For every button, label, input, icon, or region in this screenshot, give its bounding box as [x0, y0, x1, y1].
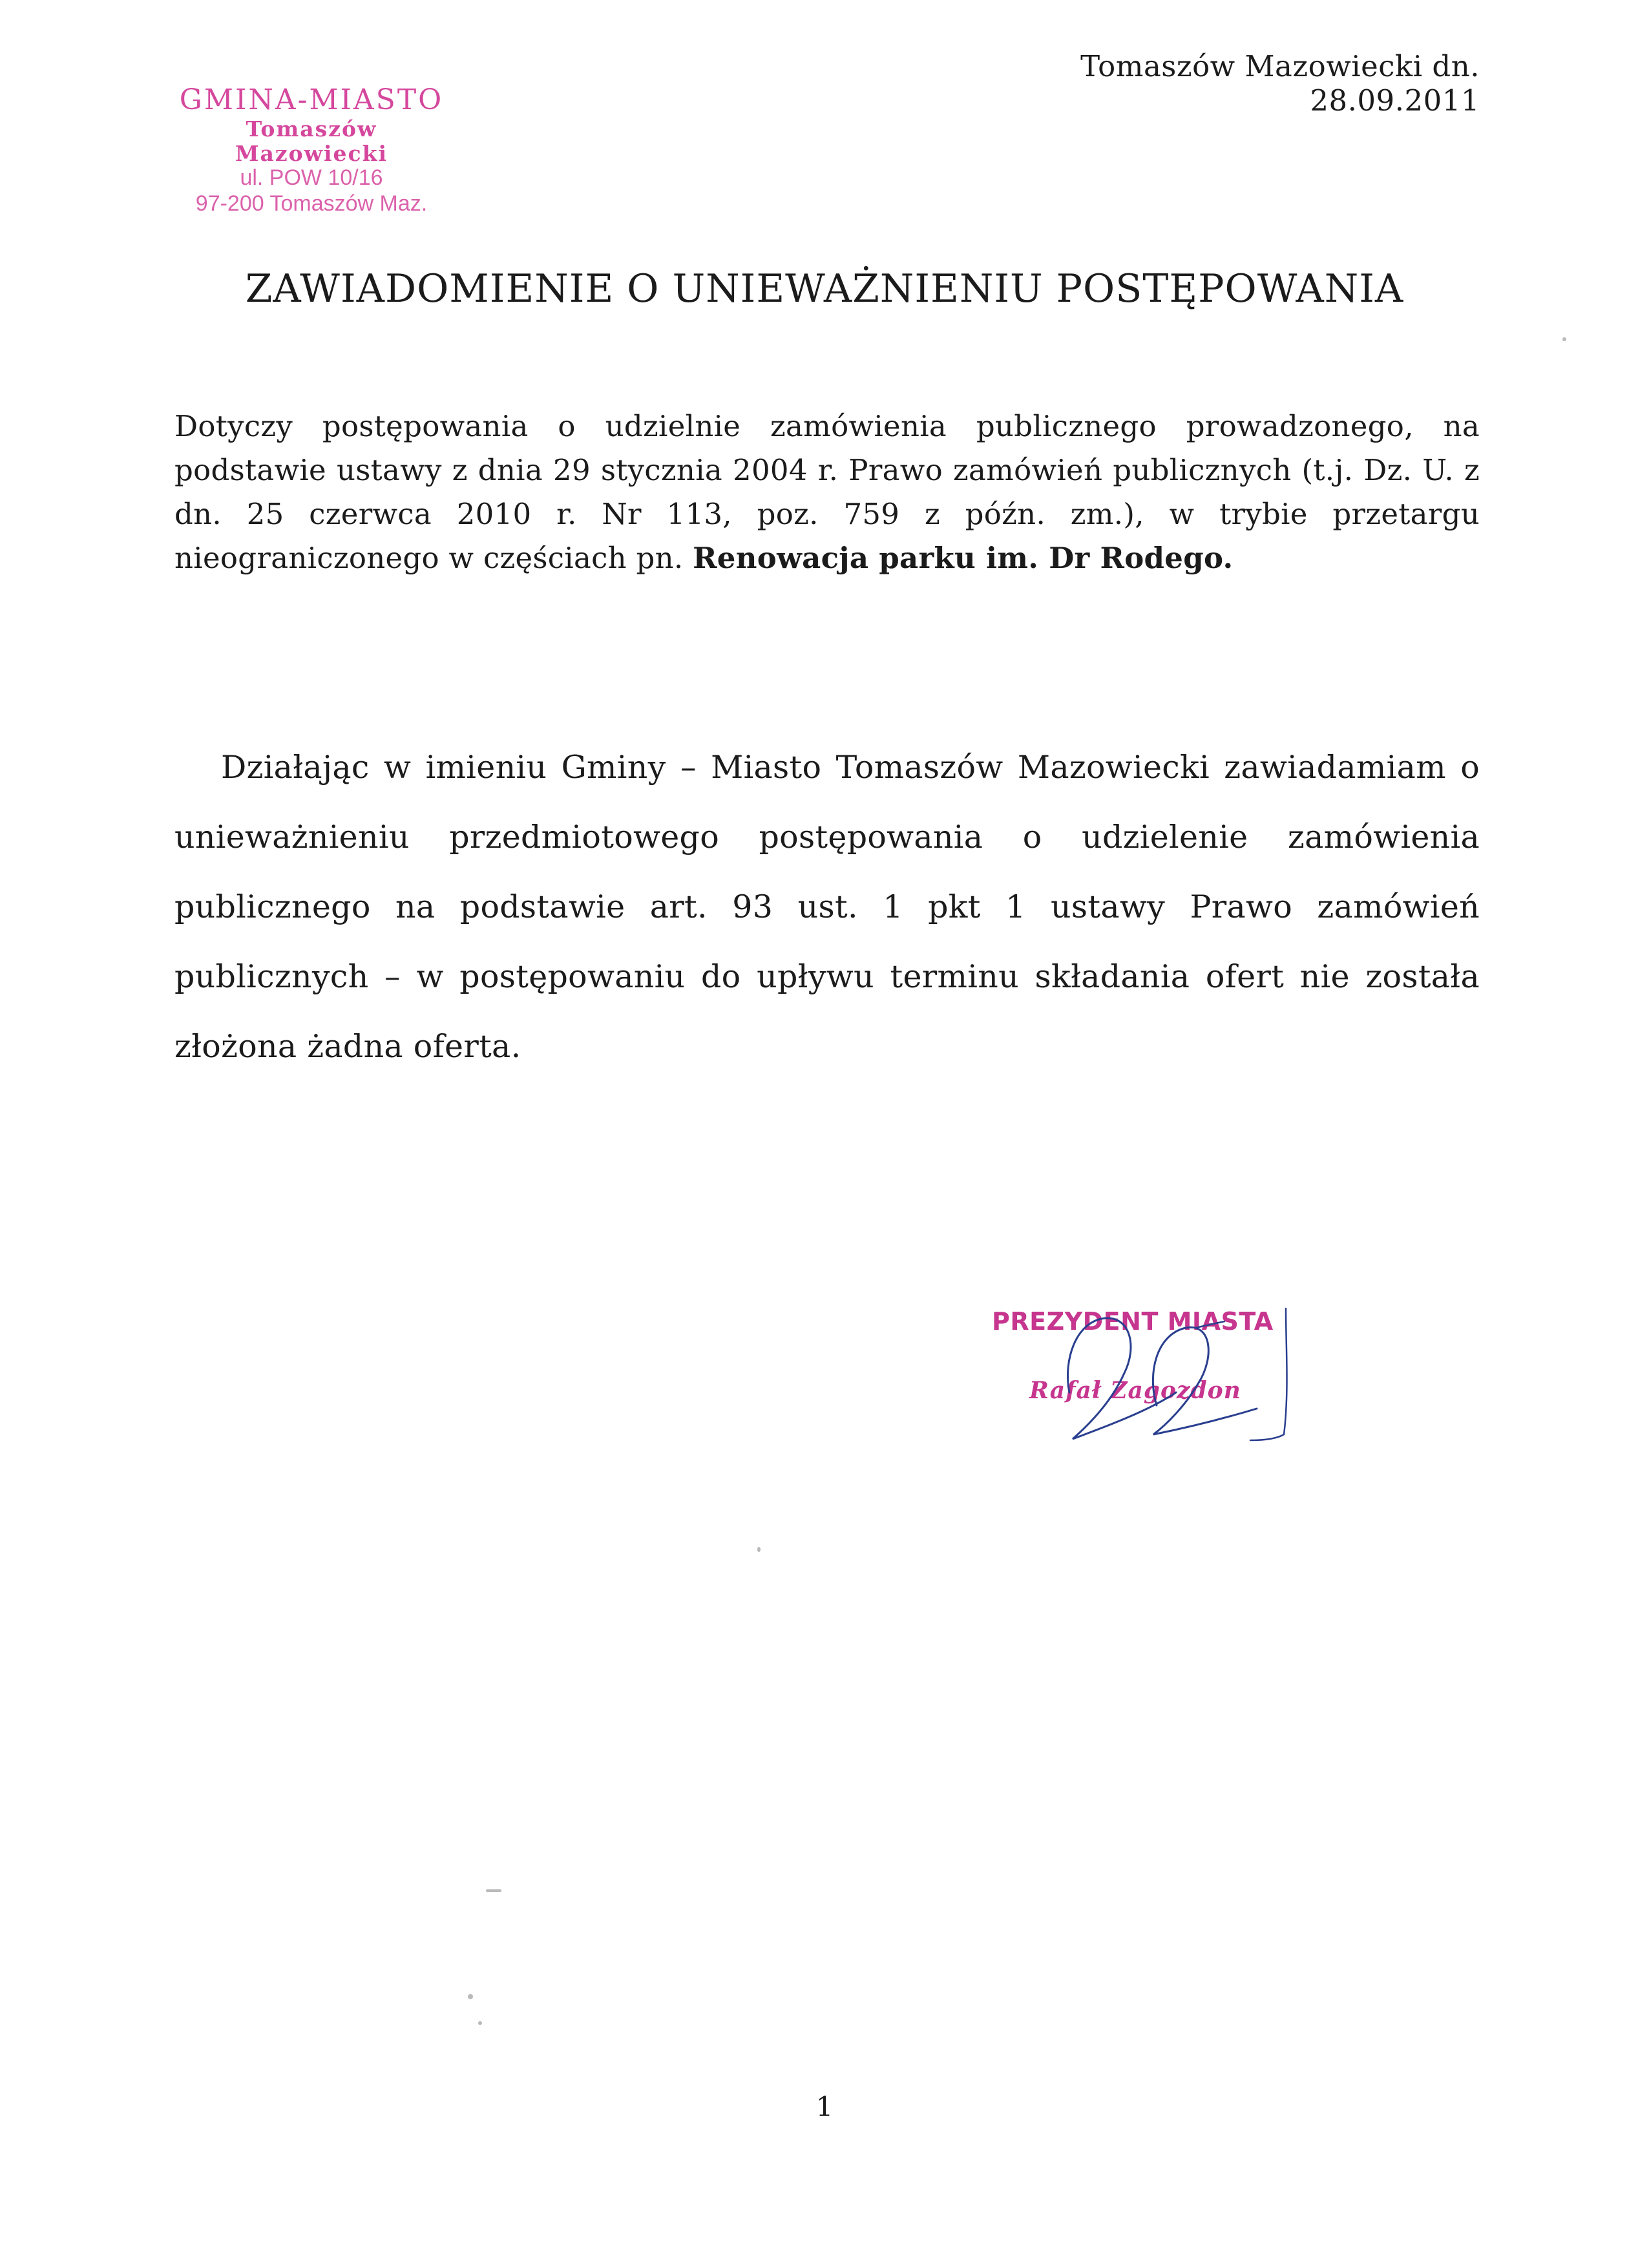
stamp-line-3: ul. POW 10/16	[240, 165, 383, 191]
signature-block	[992, 1296, 1328, 1451]
handwritten-signature	[992, 1296, 1328, 1451]
scan-speck	[757, 1547, 761, 1552]
project-name: Renowacja parku im. Dr Rodego.	[693, 541, 1234, 575]
scan-speck	[486, 1889, 501, 1892]
intro-text: Dotyczy postępowania o udzielnie zamówienia publicznego prowadzonego, na podstawie ustawy z dnia 29 stycznia 2004 r. Prawo zamówień publicznych (t.j. Dz. U. z dn. 25 czerwca 2010 r. Nr 113, poz. 759 z późn. zm.), w trybie przetargu nieograniczonego w częściach pn.	[174, 409, 1480, 575]
office-stamp	[169, 84, 454, 216]
notice-text: Działając w imieniu Gminy – Miasto Tomaszów Mazowiecki zawiadamiam o unieważnieniu przedmiotowego postępowania o udzielenie zamówienia publicznego na podstawie art. 93 ust. 1 pkt 1 ustawy Prawo zamówień publicznych – w postępowaniu do upływu terminu składania ofert nie została złożona żadna oferta.	[174, 749, 1480, 1065]
intro-paragraph	[174, 404, 1480, 580]
page-number: 1	[815, 2091, 834, 2123]
stamp-line-4: 97-200 Tomaszów Maz.	[195, 191, 428, 216]
stamp-line-2: Tomaszów Mazowiecki	[235, 116, 388, 166]
scan-speck	[1562, 337, 1566, 341]
scan-speck	[478, 2021, 482, 2025]
place-date: Tomaszów Mazowiecki dn. 28.09.2011	[1080, 49, 1480, 118]
signature-role: PREZYDENT MIASTA	[992, 1307, 1274, 1336]
stamp-line-1: GMINA-MIASTO	[179, 83, 444, 116]
document-title: ZAWIADOMIENIE O UNIEWAŻNIENIU POSTĘPOWANIA	[245, 266, 1404, 311]
signature-name: Rafał Zagozdon	[1029, 1377, 1241, 1404]
notice-paragraph	[174, 733, 1480, 1082]
scan-speck	[468, 1994, 473, 1999]
